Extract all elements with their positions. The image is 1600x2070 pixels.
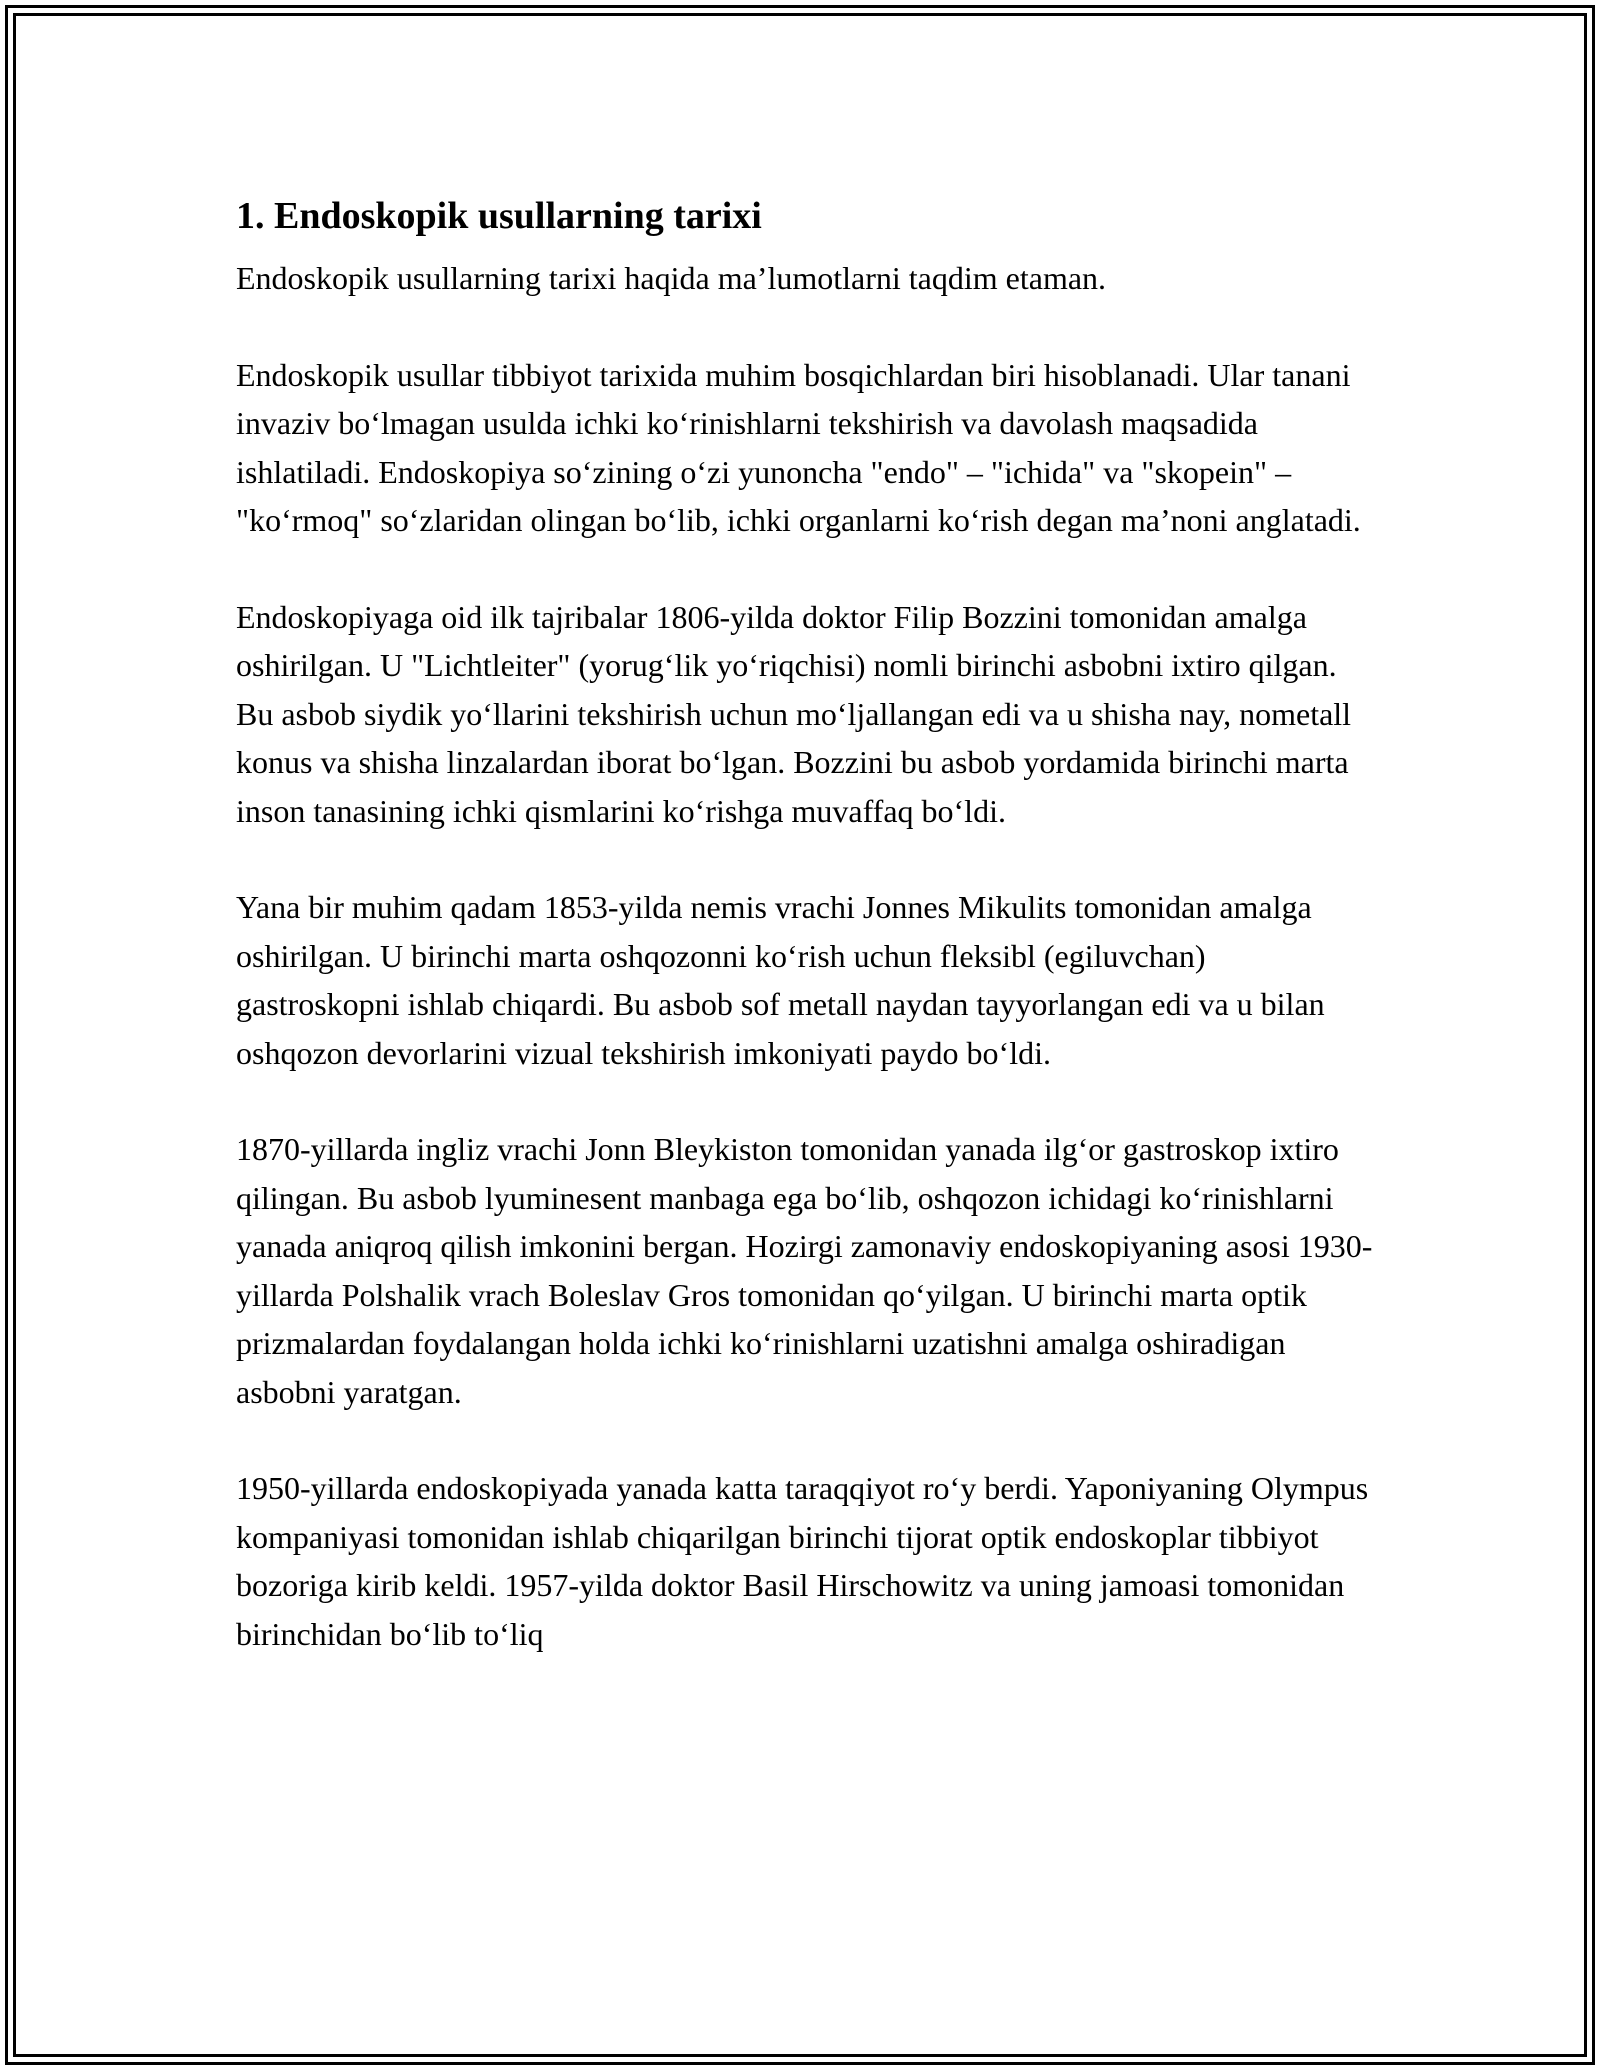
paragraph-mikulits: Yana bir muhim qadam 1853-yilda nemis vrachi Jonnes Mikulits tomonidan amalga oshirilgan. U birinchi marta oshqozonni ko‘rish uchun fleksibl (egiluvchan) gastroskopni ishlab chiqardi. Bu asbob sof metall naydan tayyorlangan edi va u bilan oshqozon devorlarini vizual tekshirish imkoniyati paydo bo‘ldi. xyxy=(236,889,1325,1071)
paragraph-bleykiston: 1870-yillarda ingliz vrachi Jonn Bleykiston tomonidan yanada ilg‘or gastroskop ixtiro qilingan. Bu asbob lyuminesent manbaga ega bo‘lib, oshqozon ichidagi ko‘rinishlarni yanada aniqroq qilish imkonini bergan. Hozirgi zamonaviy endoskopiyaning asosi 1930-yillarda Polshalik vrach Boleslav Gros tomonidan qo‘yilgan. U birinchi marta optik prizmalardan foydalangan holda ichki ko‘rinishlarni uzatishni amalga oshiradigan asbobni yaratgan. xyxy=(236,1131,1373,1410)
paragraph-bozzini: Endoskopiyaga oid ilk tajribalar 1806-yilda doktor Filip Bozzini tomonidan amalga oshirilgan. U "Lichtleiter" (yorug‘lik yo‘riqchisi) nomli birinchi asbobni ixtiro qilgan. Bu asbob siydik yo‘llarini tekshirish uchun mo‘ljallangan edi va u shisha nay, nometall konus va shisha linzalardan iborat bo‘lgan. Bozzini bu asbob yordamida birinchi marta inson tanasining ichki qismlarini ko‘rishga muvaffaq bo‘ldi. xyxy=(236,598,1352,829)
paragraph-olympus: 1950-yillarda endoskopiyada yanada katta taraqqiyot ro‘y berdi. Yaponiyaning Olympus kompaniyasi tomonidan ishlab chiqarilgan birinchi tijorat optik endoskoplar tibbiyot bozoriga kirib keldi. 1957-yilda doktor Basil Hirschowitz va uning jamoasi tomonidan birinchidan bo‘lib to‘liq xyxy=(236,1470,1369,1652)
document-body xyxy=(236,188,1376,1706)
section-heading: 1. Endoskopik usullarning tarixi xyxy=(236,195,762,237)
intro-paragraph: Endoskopik usullarning tarixi haqida ma’lumotlarni taqdim etaman. xyxy=(236,260,1107,296)
paragraph-definition: Endoskopik usullar tibbiyot tarixida muhim bosqichlardan biri hisoblanadi. Ular tanani invaziv bo‘lmagan usulda ichki ko‘rinishlarni tekshirish va davolash maqsadida ishlatiladi. Endoskopiya so‘zining o‘zi yunoncha "endo" – "ichida" va "skopein" – "ko‘rmoq" so‘zlaridan olingan bo‘lib, ichki organlarni ko‘rish degan ma’noni anglatadi. xyxy=(236,356,1361,538)
